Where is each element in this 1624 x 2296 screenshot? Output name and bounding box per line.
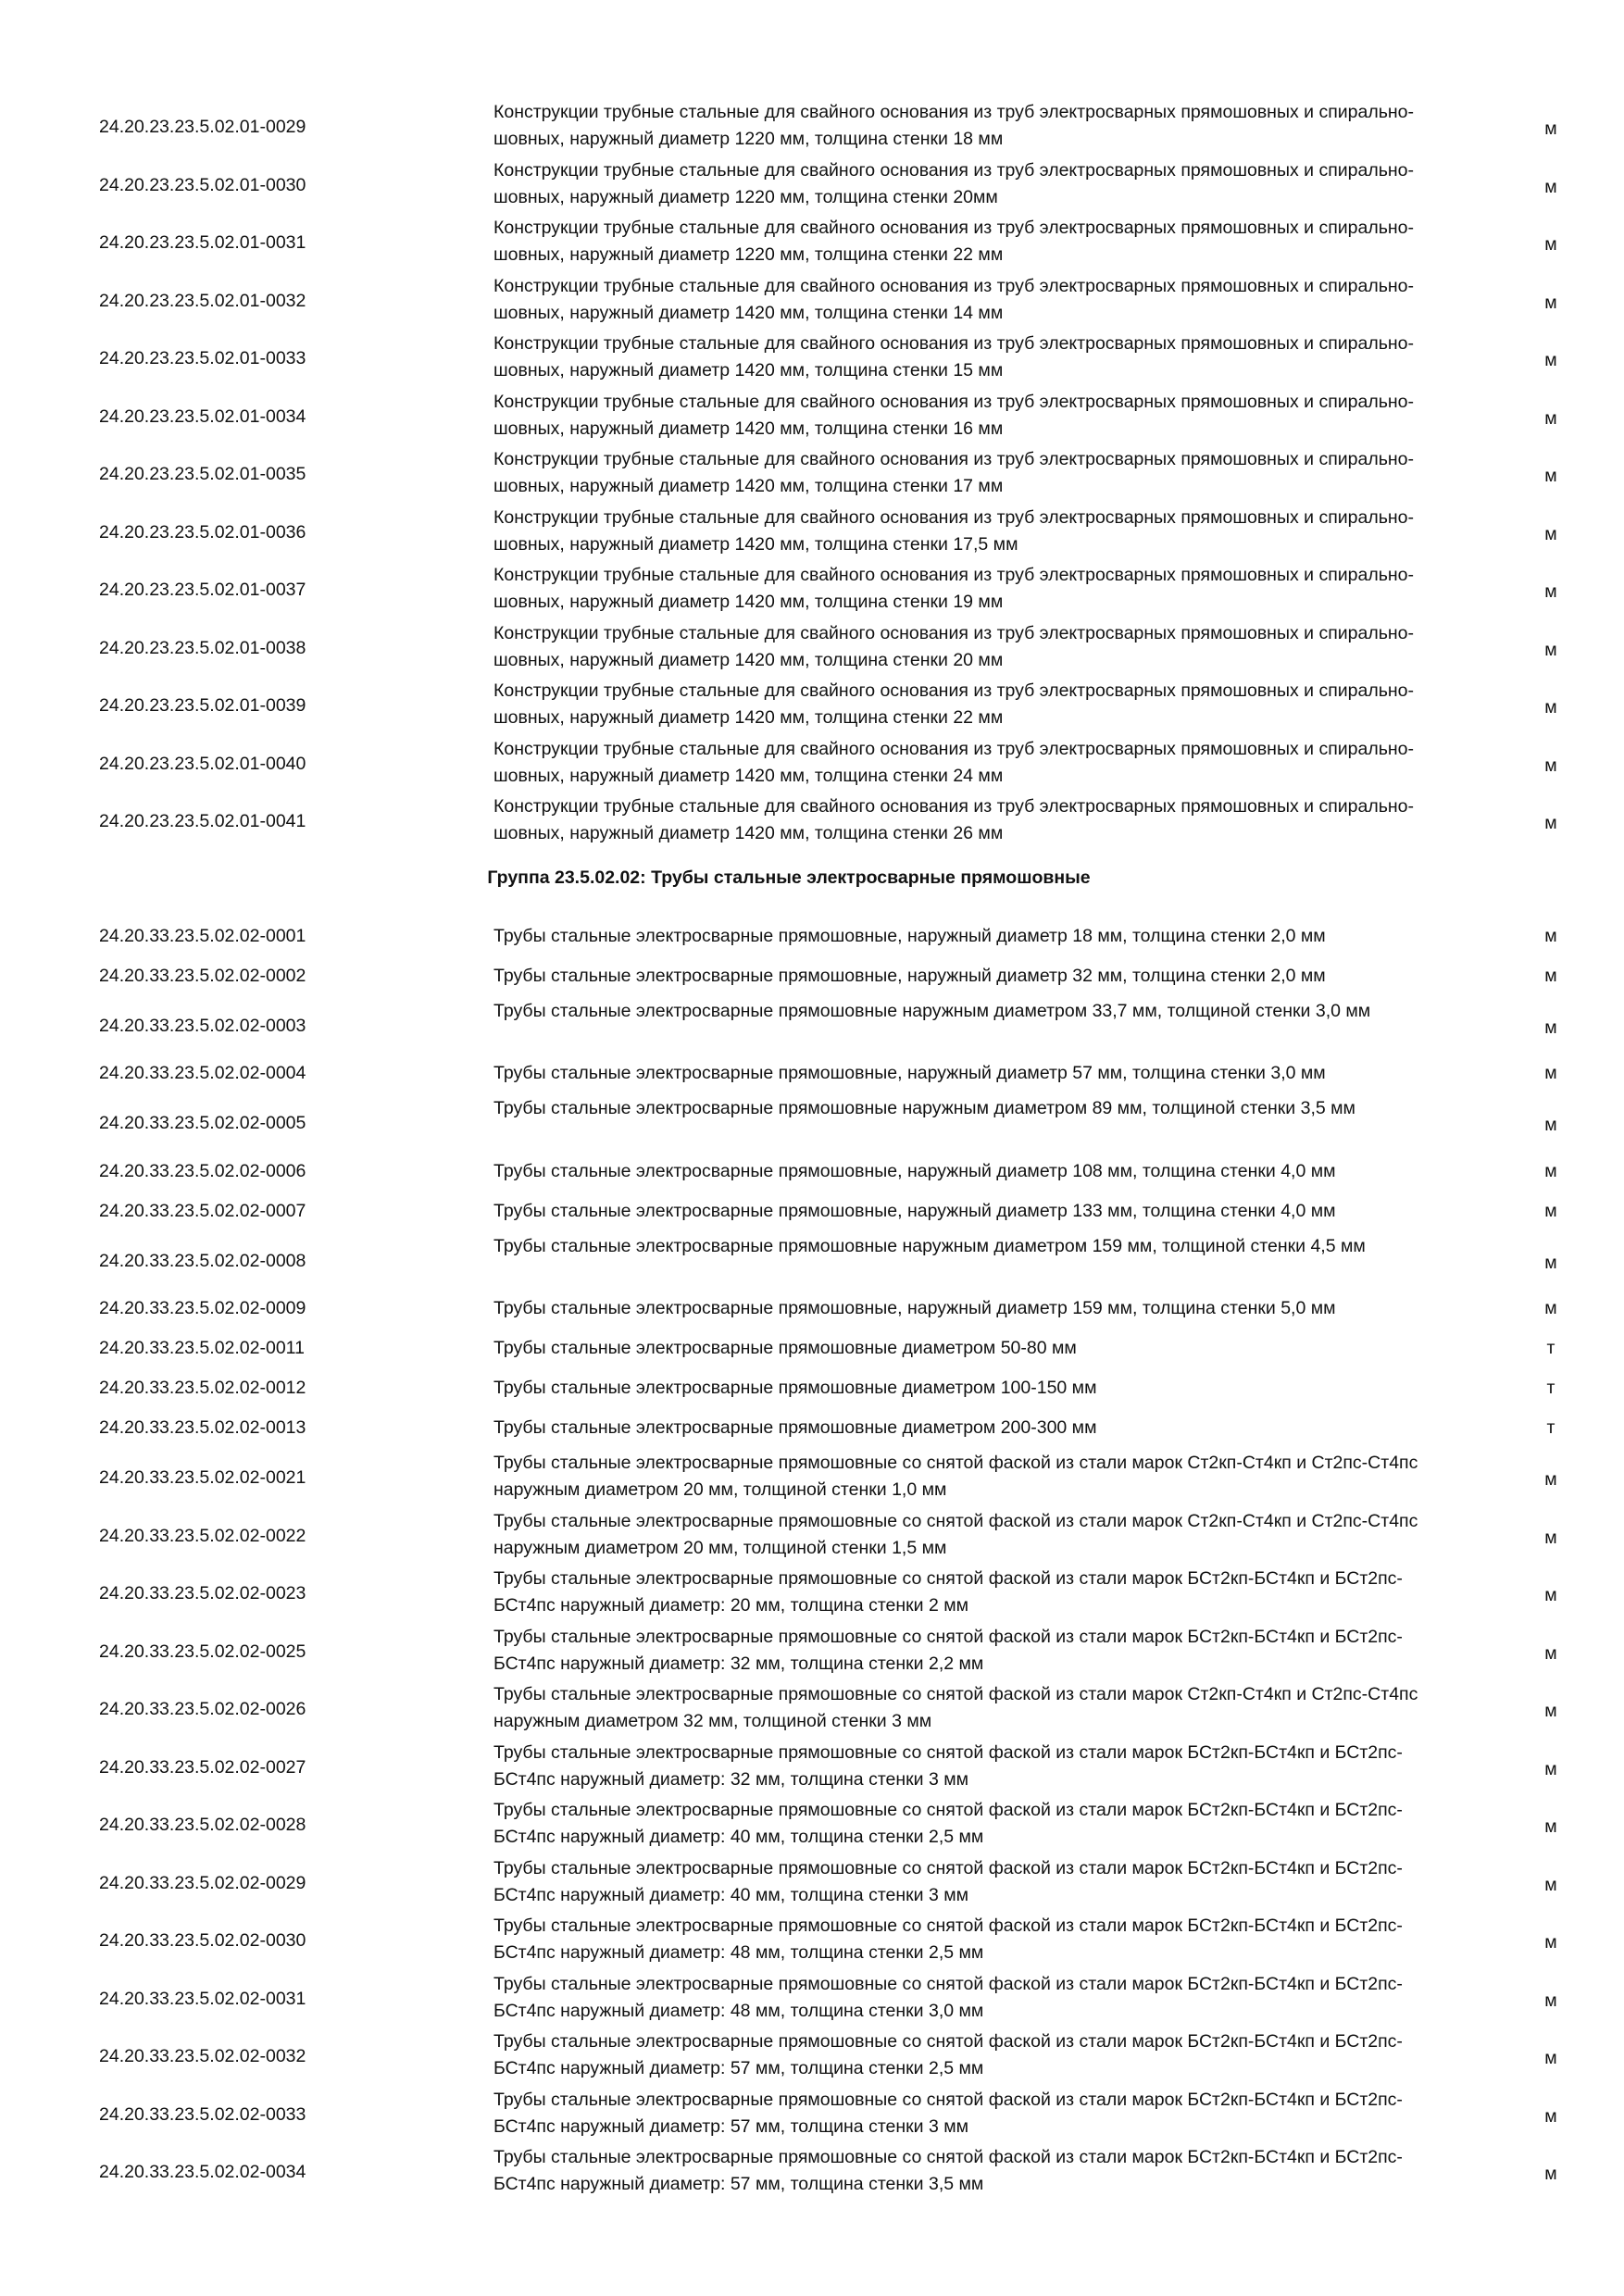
resource-code: 24.20.33.23.5.02.02-0021 — [99, 1467, 306, 1488]
resource-description: Конструкции трубные стальные для свайного основания из труб электросварных прямошовных и спирально-шовных, наружный диаметр 1420 мм, толщина стенки 15 мм — [493, 333, 1414, 381]
table-row — [0, 1289, 1624, 1329]
resource-description: Трубы стальные электросварные прямошовные со снятой фаской из стали марок Ст2кп-Ст4кп и Ст2пс-Ст4пс наружным диаметром 32 мм, толщиной стенки 3 мм — [493, 1684, 1418, 1731]
resource-code: 24.20.33.23.5.02.02-0009 — [99, 1298, 306, 1318]
resource-code: 24.20.33.23.5.02.02-0001 — [99, 925, 306, 946]
table-row — [0, 2142, 1624, 2201]
resource-description: Трубы стальные электросварные прямошовные диаметром 100-150 мм — [493, 1378, 1097, 1398]
unit-of-measure: м — [1544, 1298, 1557, 1318]
unit-of-measure: м — [1544, 1874, 1557, 1895]
table-row — [0, 2085, 1624, 2143]
unit-of-measure: м — [1544, 1252, 1557, 1273]
resource-description: Трубы стальные электросварные прямошовные со снятой фаской из стали марок БСт2кп-БСт4кп и БСт2пс-БСт4пс наружный диаметр: 32 мм, толщина стенки 3 мм — [493, 1741, 1403, 1790]
unit-of-measure: м — [1544, 176, 1557, 197]
unit-of-measure: м — [1544, 523, 1557, 544]
table-row — [0, 917, 1624, 956]
resource-description: Трубы стальные электросварные прямошовные диаметром 50-80 мм — [493, 1338, 1077, 1358]
unit-of-measure: м — [1544, 925, 1557, 946]
resource-code: 24.20.33.23.5.02.02-0006 — [99, 1160, 306, 1181]
resource-description: Трубы стальные электросварные прямошовные, наружный диаметр 133 мм, толщина стенки 4,0 мм — [493, 1200, 1336, 1221]
table-row — [0, 996, 1624, 1054]
resource-description: Трубы стальные электросварные прямошовные со снятой фаской из стали марок БСт2кп-БСт4кп и БСт2пс-БСт4пс наружный диаметр: 32 мм, толщина стенки 2,2 мм — [493, 1626, 1403, 1674]
resource-code: 24.20.33.23.5.02.02-0011 — [99, 1338, 305, 1358]
table-row — [0, 1093, 1624, 1152]
table-row — [0, 1795, 1624, 1853]
resource-code: 24.20.23.23.5.02.01-0037 — [99, 580, 306, 600]
table-row — [0, 444, 1624, 503]
unit-of-measure: м — [1544, 1585, 1557, 1605]
resource-code: 24.20.23.23.5.02.01-0029 — [99, 117, 306, 137]
table-row — [0, 618, 1624, 677]
resource-code: 24.20.23.23.5.02.01-0032 — [99, 290, 306, 311]
resource-description: Трубы стальные электросварные прямошовные, наружный диаметр 108 мм, толщина стенки 4,0 мм — [493, 1160, 1336, 1181]
resource-description: Трубы стальные электросварные прямошовные наружным диаметром 159 мм, толщиной стенки 4,5 мм — [493, 1235, 1366, 1256]
section-welded-pipes — [0, 917, 1624, 2201]
table-row — [0, 676, 1624, 734]
resource-code: 24.20.33.23.5.02.02-0023 — [99, 1583, 306, 1603]
resource-code: 24.20.23.23.5.02.01-0030 — [99, 174, 306, 195]
table-row — [0, 1448, 1624, 1506]
table-row — [0, 213, 1624, 271]
table-row — [0, 1506, 1624, 1565]
resource-description: Конструкции трубные стальные для свайного основания из труб электросварных прямошовных и спирально-шовных, наружный диаметр 1420 мм, толщина стенки 24 мм — [493, 738, 1414, 786]
table-row — [0, 329, 1624, 387]
resource-description: Трубы стальные электросварные прямошовные со снятой фаской из стали марок БСт2кп-БСт4кп и БСт2пс-БСт4пс наружный диаметр: 40 мм, толщина стенки 2,5 мм — [493, 1800, 1403, 1847]
resource-code: 24.20.33.23.5.02.02-0030 — [99, 1930, 306, 1951]
resource-description: Конструкции трубные стальные для свайного основания из труб электросварных прямошовных и спирально-шовных, наружный диаметр 1220 мм, толщина стенки 18 мм — [493, 102, 1414, 149]
resource-code: 24.20.23.23.5.02.01-0039 — [99, 695, 306, 716]
resource-description: Конструкции трубные стальные для свайного основания из труб электросварных прямошовных и спирально-шовных, наружный диаметр 1220 мм, толщина стенки 22 мм — [493, 218, 1414, 265]
resource-description: Трубы стальные электросварные прямошовные со снятой фаской из стали марок БСт2кп-БСт4кп и БСт2пс-БСт4пс наружный диаметр: 48 мм, толщина стенки 3,0 мм — [493, 1973, 1403, 2021]
resource-description: Трубы стальные электросварные прямошовные со снятой фаской из стали марок БСт2кп-БСт4кп и БСт2пс-БСт4пс наружный диаметр: 48 мм, толщина стенки 2,5 мм — [493, 1915, 1403, 1963]
resource-description: Трубы стальные электросварные прямошовные со снятой фаской из стали марок БСт2кп-БСт4кп и БСт2пс-БСт4пс наружный диаметр: 20 мм, толщина стенки 2 мм — [493, 1568, 1403, 1616]
unit-of-measure: м — [1544, 965, 1557, 986]
resource-description: Конструкции трубные стальные для свайного основания из труб электросварных прямошовных и спирально-шовных, наружный диаметр 1420 мм, толщина стенки 17 мм — [493, 449, 1414, 496]
table-row — [0, 956, 1624, 996]
table-row — [0, 734, 1624, 792]
resource-code: 24.20.23.23.5.02.01-0033 — [99, 348, 306, 368]
unit-of-measure: м — [1544, 119, 1557, 139]
table-row — [0, 1152, 1624, 1192]
resource-description: Конструкции трубные стальные для свайного основания из труб электросварных прямошовных и спирально-шовных, наружный диаметр 1420 мм, толщина стенки 22 мм — [493, 680, 1414, 728]
resource-code: 24.20.33.23.5.02.02-0003 — [99, 1015, 306, 1036]
resource-description: Трубы стальные электросварные прямошовные со снятой фаской из стали марок БСт2кп-БСт4кп и БСт2пс-БСт4пс наружный диаметр: 57 мм, толщина стенки 2,5 мм — [493, 2031, 1403, 2078]
resource-code: 24.20.33.23.5.02.02-0012 — [99, 1378, 306, 1398]
resource-description: Конструкции трубные стальные для свайного основания из труб электросварных прямошовных и спирально-шовных, наружный диаметр 1220 мм, толщина стенки 20мм — [493, 159, 1414, 207]
unit-of-measure: м — [1544, 2048, 1557, 2068]
table-row — [0, 1408, 1624, 1448]
resource-description: Конструкции трубные стальные для свайного основания из труб электросварных прямошовных и спирально-шовных, наружный диаметр 1420 мм, толщина стенки 20 мм — [493, 622, 1414, 670]
resource-description: Конструкции трубные стальные для свайного основания из труб электросварных прямошовных и спирально-шовных, наружный диаметр 1420 мм, толщина стенки 26 мм — [493, 796, 1414, 843]
unit-of-measure: т — [1546, 1338, 1555, 1358]
resource-code: 24.20.23.23.5.02.01-0041 — [99, 811, 306, 831]
unit-of-measure: м — [1544, 350, 1557, 370]
table-row — [0, 1368, 1624, 1408]
table-row — [0, 503, 1624, 561]
unit-of-measure: м — [1544, 1932, 1557, 1953]
resource-description: Трубы стальные электросварные прямошовные со снятой фаской из стали марок БСт2кп-БСт4кп и БСт2пс-БСт4пс наружный диаметр: 40 мм, толщина стенки 3 мм — [493, 1857, 1403, 1905]
resource-description: Конструкции трубные стальные для свайного основания из труб электросварных прямошовных и спирально-шовных, наружный диаметр 1420 мм, толщина стенки 17,5 мм — [493, 506, 1414, 555]
resource-code: 24.20.33.23.5.02.02-0028 — [99, 1815, 306, 1835]
resource-description: Трубы стальные электросварные прямошовные со снятой фаской из стали марок БСт2кп-БСт4кп и БСт2пс-БСт4пс наружный диаметр: 57 мм, толщина стенки 3,5 мм — [493, 2147, 1403, 2194]
resource-description: Трубы стальные электросварные прямошовные, наружный диаметр 159 мм, толщина стенки 5,0 мм — [493, 1298, 1336, 1318]
resource-code: 24.20.23.23.5.02.01-0038 — [99, 637, 306, 658]
unit-of-measure: м — [1544, 697, 1557, 718]
table-row — [0, 2027, 1624, 2085]
group-title: Группа 23.5.02.02: Трубы стальные электросварные прямошовные — [487, 867, 1091, 888]
unit-of-measure: м — [1544, 466, 1557, 486]
unit-of-measure: м — [1544, 2164, 1557, 2184]
unit-of-measure: м — [1544, 292, 1557, 313]
unit-of-measure: м — [1544, 234, 1557, 255]
table-row — [0, 1564, 1624, 1622]
resource-code: 24.20.23.23.5.02.01-0035 — [99, 464, 306, 484]
unit-of-measure: м — [1544, 1200, 1557, 1221]
table-row — [0, 560, 1624, 618]
resource-code: 24.20.23.23.5.02.01-0040 — [99, 753, 306, 774]
resource-code: 24.20.33.23.5.02.02-0025 — [99, 1641, 306, 1662]
resource-description: Трубы стальные электросварные прямошовные, наружный диаметр 57 мм, толщина стенки 3,0 мм — [493, 1063, 1326, 1083]
resource-code: 24.20.23.23.5.02.01-0031 — [99, 232, 306, 253]
unit-of-measure: м — [1544, 1642, 1557, 1664]
table-row — [0, 387, 1624, 445]
resource-description: Трубы стальные электросварные прямошовные наружным диаметром 33,7 мм, толщиной стенки 3,0 мм — [493, 1000, 1371, 1021]
resource-code: 24.20.33.23.5.02.02-0026 — [99, 1699, 306, 1719]
unit-of-measure: т — [1546, 1378, 1555, 1398]
unit-of-measure: м — [1544, 1160, 1557, 1181]
unit-of-measure: м — [1544, 1527, 1557, 1548]
table-row — [0, 1679, 1624, 1738]
table-row — [0, 1911, 1624, 1969]
table-row — [0, 1622, 1624, 1680]
resource-description: Трубы стальные электросварные прямошовные наружным диаметром 89 мм, толщиной стенки 3,5 мм — [493, 1098, 1355, 1118]
table-row — [0, 97, 1624, 156]
unit-of-measure: м — [1544, 1758, 1557, 1779]
resource-description: Трубы стальные электросварные прямошовные со снятой фаской из стали марок БСт2кп-БСт4кп и БСт2пс-БСт4пс наружный диаметр: 57 мм, толщина стенки 3 мм — [493, 2089, 1403, 2137]
unit-of-measure: т — [1546, 1417, 1555, 1438]
resource-code: 24.20.33.23.5.02.02-0034 — [99, 2162, 306, 2182]
document-page — [0, 97, 1624, 2201]
resource-code: 24.20.33.23.5.02.02-0004 — [99, 1063, 306, 1083]
table-row — [0, 792, 1624, 850]
resource-description: Трубы стальные электросварные прямошовные, наружный диаметр 32 мм, толщина стенки 2,0 мм — [493, 965, 1326, 986]
resource-description: Конструкции трубные стальные для свайного основания из труб электросварных прямошовных и спирально-шовных, наружный диаметр 1420 мм, толщина стенки 16 мм — [493, 391, 1414, 439]
resource-code: 24.20.33.23.5.02.02-0008 — [99, 1250, 306, 1271]
unit-of-measure: м — [1544, 813, 1557, 833]
unit-of-measure: м — [1544, 1816, 1557, 1837]
resource-description: Трубы стальные электросварные прямошовные со снятой фаской из стали марок Ст2кп-Ст4кп и Ст2пс-Ст4пс наружным диаметром 20 мм, толщиной стенки 1,0 мм — [493, 1453, 1418, 1500]
resource-code: 24.20.23.23.5.02.01-0036 — [99, 521, 306, 543]
resource-code: 24.20.23.23.5.02.01-0034 — [99, 406, 306, 427]
unit-of-measure: м — [1544, 755, 1557, 776]
section-pile-structures — [0, 97, 1624, 850]
unit-of-measure: м — [1544, 1990, 1557, 2011]
resource-description: Конструкции трубные стальные для свайного основания из труб электросварных прямошовных и спирально-шовных, наружный диаметр 1420 мм, толщина стенки 19 мм — [493, 565, 1414, 612]
resource-code: 24.20.33.23.5.02.02-0022 — [99, 1525, 306, 1546]
resource-description: Конструкции трубные стальные для свайного основания из труб электросварных прямошовных и спирально-шовных, наружный диаметр 1420 мм, толщина стенки 14 мм — [493, 275, 1414, 323]
unit-of-measure: м — [1544, 2105, 1557, 2127]
table-row — [0, 1853, 1624, 1912]
table-row — [0, 1054, 1624, 1093]
resource-code: 24.20.33.23.5.02.02-0005 — [99, 1113, 306, 1133]
resource-code: 24.20.33.23.5.02.02-0033 — [99, 2103, 306, 2125]
table-row — [0, 1738, 1624, 1796]
group-header — [0, 850, 1624, 917]
resource-code: 24.20.33.23.5.02.02-0027 — [99, 1756, 306, 1778]
unit-of-measure: м — [1544, 1469, 1557, 1490]
resource-code: 24.20.33.23.5.02.02-0032 — [99, 2046, 306, 2066]
resource-code: 24.20.33.23.5.02.02-0013 — [99, 1417, 306, 1438]
unit-of-measure: м — [1544, 407, 1557, 429]
unit-of-measure: м — [1544, 581, 1557, 602]
resource-code: 24.20.33.23.5.02.02-0031 — [99, 1988, 306, 2009]
resource-code: 24.20.33.23.5.02.02-0007 — [99, 1200, 306, 1221]
unit-of-measure: м — [1544, 1017, 1557, 1038]
unit-of-measure: м — [1544, 1115, 1557, 1135]
table-row — [0, 1969, 1624, 2028]
table-row — [0, 1231, 1624, 1290]
resource-description: Трубы стальные электросварные прямошовные, наружный диаметр 18 мм, толщина стенки 2,0 мм — [493, 925, 1326, 946]
unit-of-measure: м — [1544, 1063, 1557, 1083]
table-row — [0, 271, 1624, 330]
resource-description: Трубы стальные электросварные прямошовные диаметром 200-300 мм — [493, 1417, 1097, 1438]
table-row — [0, 1192, 1624, 1231]
resource-code: 24.20.33.23.5.02.02-0002 — [99, 965, 306, 986]
unit-of-measure: м — [1544, 639, 1557, 660]
resource-description: Трубы стальные электросварные прямошовные со снятой фаской из стали марок Ст2кп-Ст4кп и Ст2пс-Ст4пс наружным диаметром 20 мм, толщиной стенки 1,5 мм — [493, 1510, 1418, 1558]
table-row — [0, 1329, 1624, 1368]
unit-of-measure: м — [1544, 1701, 1557, 1721]
table-row — [0, 156, 1624, 214]
resource-code: 24.20.33.23.5.02.02-0029 — [99, 1872, 306, 1893]
